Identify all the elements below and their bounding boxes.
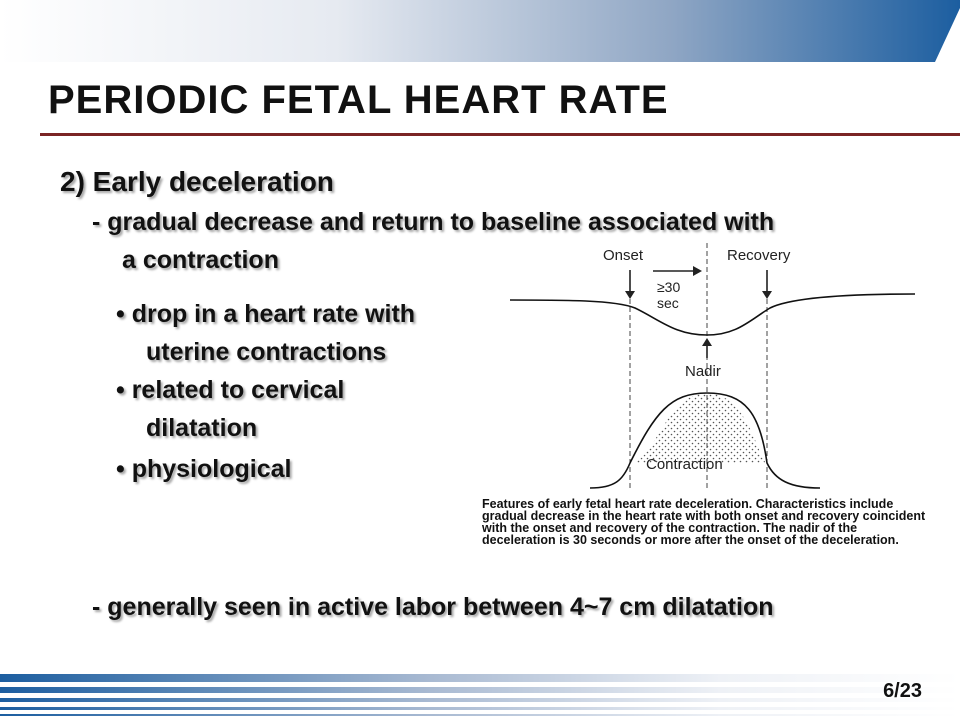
onset-label: Onset (603, 247, 644, 264)
bullet-heart-rate-drop: • drop in a heart rate with (116, 300, 416, 328)
contraction-label: Contraction (646, 456, 723, 473)
bullet-cervical-dilatation: • related to cervical (116, 376, 345, 404)
page-number: 6/23 (883, 680, 922, 702)
early-deceleration-diagram (505, 238, 925, 493)
heart-rate-curve (510, 294, 915, 335)
bottom-note: - generally seen in active labor between 4~7 cm dilatation (92, 593, 774, 621)
slide-title: PERIODIC FETAL HEART RATE (48, 78, 669, 122)
bullet-physiological: • physiological (116, 455, 292, 483)
footer-banner (0, 672, 960, 720)
header-banner (0, 0, 960, 62)
title-underline (40, 133, 960, 136)
onset-arrow-head (625, 291, 635, 299)
description-line-2: a contraction (122, 246, 279, 274)
recovery-arrow-head (762, 291, 772, 299)
interval-label-value: ≥30 (657, 279, 681, 295)
contraction-area (630, 393, 767, 463)
recovery-label: Recovery (727, 247, 791, 264)
nadir-label: Nadir (685, 363, 721, 380)
bullet-heart-rate-drop-cont: uterine contractions (146, 338, 387, 366)
section-heading: 2) Early deceleration (60, 166, 334, 197)
interval-arrow-head (693, 266, 702, 276)
interval-label-unit: sec (657, 295, 679, 311)
diagram-caption: Features of early fetal heart rate deceleration. Characteristics include gradual decrease in the heart rate with both onset and recovery coincident with the onset and recovery of the contraction. The nadir of the deceleration is 30 seconds or more after the onset of the deceleration. (482, 497, 926, 547)
description-line-1: - gradual decrease and return to baseline associated with (92, 208, 775, 236)
nadir-arrow-head (702, 338, 712, 346)
bullet-cervical-dilatation-cont: dilatation (146, 414, 258, 442)
